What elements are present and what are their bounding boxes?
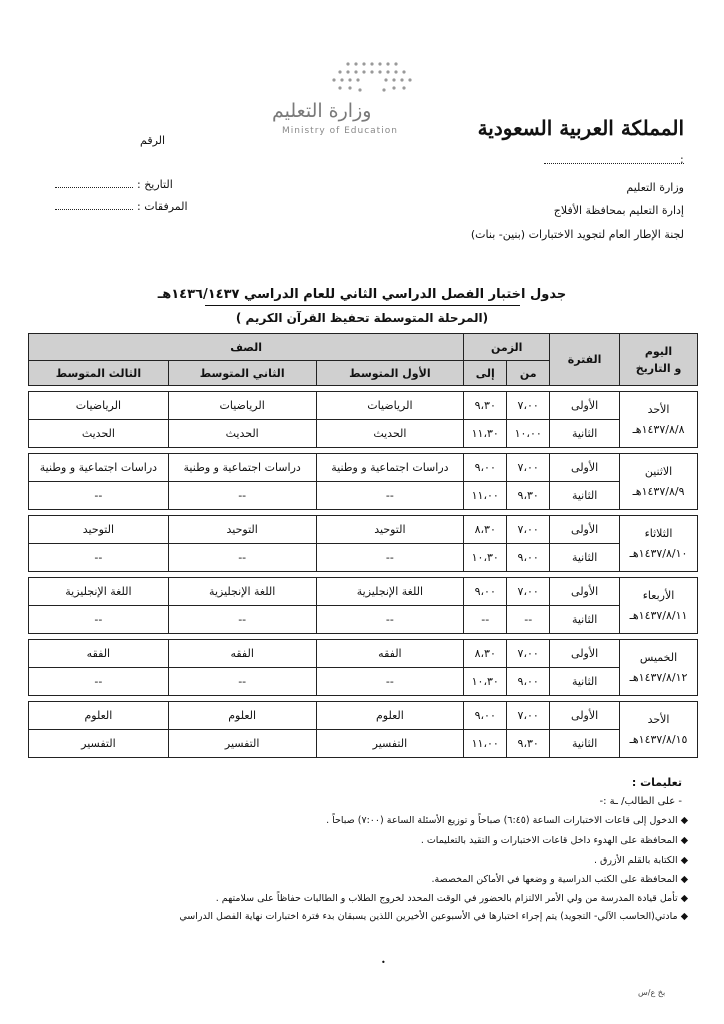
instruction-item: ◆ مادتي(الحاسب الآلي- التجويد) يتم إجراء اختبارها في الأسبوعين الأخيرين اللذين يسبقان بدء فترة اختبارات نهاية الفصل الدراسي [179,911,688,922]
table-row [29,640,698,668]
grade-3-subject: الرياضيات [29,392,169,420]
time-to-cell: ١١،٠٠ [464,482,507,510]
period-cell: الثانية [550,482,620,510]
header-grade-2: الثاني المتوسط [168,361,316,386]
colon-mark: : [680,153,684,166]
time-from-cell: ٩،٠٠ [507,668,550,696]
grade-2-subject: -- [168,606,316,634]
grade-1-subject: الفقه [316,640,464,668]
day-name: الاثنين [644,464,673,478]
grade-2-subject: العلوم [168,702,316,730]
grade-1-subject: التوحيد [316,516,464,544]
grade-1-subject: دراسات اجتماعية و وطنية [316,454,464,482]
day-date-cell [620,392,698,448]
grade-1-subject: اللغة الإنجليزية [316,578,464,606]
period-cell: الثانية [550,420,620,448]
period-cell: الأولى [550,392,620,420]
day-name: الثلاثاء [644,526,673,540]
period-cell: الثانية [550,730,620,758]
title-underline [205,305,520,306]
grade-3-subject: الفقه [29,640,169,668]
day-date-cell [620,454,698,510]
attachments-label: المرفقات : [137,200,188,213]
day-name: الأحد [647,712,670,726]
grade-3-subject: الحديث [29,420,169,448]
grade-2-subject: الحديث [168,420,316,448]
day-date: ١٤٣٧/٨/١١هـ [629,608,688,622]
time-to-cell: ١١،٣٠ [464,420,507,448]
grade-2-subject: -- [168,668,316,696]
table-row [29,392,698,420]
grade-2-subject: التفسير [168,730,316,758]
instruction-item: ◆ تأمل قيادة المدرسة من ولي الأمر الالتزام بالحضور في الوقت المحدد لخروج الطلاب و الطالبات حفاظاً على سلامتهم . [215,893,688,904]
attachments-field [55,200,188,213]
time-to-cell: ٩،٣٠ [464,392,507,420]
day-date: ١٤٣٧/٨/٨هـ [632,422,685,436]
date-field [55,178,173,191]
ministry-name-arabic: وزارة التعليم [272,100,372,122]
time-from-cell: ٩،٣٠ [507,730,550,758]
dotted-line [55,201,133,210]
department-line: إدارة التعليم بمحافظة الأفلاج [553,204,684,217]
dotted-line [55,179,133,188]
number-label: الرقم [140,134,166,147]
grade-1-subject: التفسير [316,730,464,758]
date-label: التاريخ : [137,178,173,191]
time-to-cell: ١١،٠٠ [464,730,507,758]
table-row [29,420,698,448]
header-time: الزمن [464,334,550,361]
table-row [29,578,698,606]
period-cell: الأولى [550,578,620,606]
time-from-cell: ٧،٠٠ [507,516,550,544]
time-from-cell: ٧،٠٠ [507,578,550,606]
dotted-line [544,163,684,164]
time-to-cell: ٩،٠٠ [464,578,507,606]
instructions-subtitle: - على الطالب/ ـة :- [599,796,682,807]
day-date-cell [620,702,698,758]
grade-2-subject: -- [168,482,316,510]
table-row [29,482,698,510]
grade-3-subject: التفسير [29,730,169,758]
bullet-icon: ◆ [680,855,688,866]
time-to-cell: ١٠،٣٠ [464,668,507,696]
day-name: الأربعاء [642,588,675,602]
header-from: من [507,361,550,386]
grade-3-subject: -- [29,606,169,634]
time-to-cell: ٨،٣٠ [464,640,507,668]
table-row [29,544,698,572]
period-cell: الثانية [550,668,620,696]
grade-3-subject: دراسات اجتماعية و وطنية [29,454,169,482]
period-cell: الثانية [550,606,620,634]
instruction-item: ◆ المحافظة على الكتب الدراسية و وضعها في الأماكن المخصصة. [431,874,688,885]
grade-2-subject: الفقه [168,640,316,668]
committee-line: لجنة الإطار العام لتجويد الاختبارات (بنين- بنات) [470,228,684,241]
period-cell: الأولى [550,516,620,544]
grade-2-subject: -- [168,544,316,572]
table-row [29,454,698,482]
time-to-cell: ٩،٠٠ [464,702,507,730]
time-from-cell: ٧،٠٠ [507,640,550,668]
time-to-cell: ٨،٣٠ [464,516,507,544]
grade-3-subject: -- [29,544,169,572]
time-to-cell: ٩،٠٠ [464,454,507,482]
kingdom-title: المملكة العربية السعودية [477,116,684,140]
ministry-name-english: Ministry of Education [282,126,398,136]
time-to-cell: -- [464,606,507,634]
day-name: الخميس [639,650,678,664]
grade-3-subject: -- [29,482,169,510]
time-from-cell: ٧،٠٠ [507,454,550,482]
grade-1-subject: العلوم [316,702,464,730]
header-to: إلى [464,361,507,386]
page-subtitle: (المرحلة المتوسطة تحفيظ القرآن الكريم ) [235,311,489,325]
page-title: جدول اختبار الفصل الدراسي الثاني للعام الدراسي ١٤٣٦/١٤٣٧هـ [157,287,567,302]
day-date-cell [620,640,698,696]
grade-2-subject: الرياضيات [168,392,316,420]
day-date: ١٤٣٧/٨/٩هـ [632,484,685,498]
grade-1-subject: -- [316,668,464,696]
grade-3-subject: التوحيد [29,516,169,544]
day-date: ١٤٣٧/٨/١٢هـ [629,670,688,684]
table-row [29,606,698,634]
grade-2-subject: التوحيد [168,516,316,544]
grade-3-subject: -- [29,668,169,696]
table-row [29,730,698,758]
bullet-icon: ◆ [680,815,688,826]
time-from-cell: ١٠،٠٠ [507,420,550,448]
header-grade-3: الثالث المتوسط [29,361,169,386]
period-cell: الأولى [550,640,620,668]
table-row [29,668,698,696]
bullet-icon: ◆ [680,874,688,885]
period-cell: الأولى [550,454,620,482]
time-from-cell: ٧،٠٠ [507,392,550,420]
header-day-date: اليوم و التاريخ [620,334,698,386]
time-from-cell: ٧،٠٠ [507,702,550,730]
grade-2-subject: دراسات اجتماعية و وطنية [168,454,316,482]
day-name: الأحد [647,402,670,416]
dot-mark: • [381,958,386,967]
time-from-cell: ٩،٣٠ [507,482,550,510]
grade-3-subject: اللغة الإنجليزية [29,578,169,606]
grade-3-subject: العلوم [29,702,169,730]
time-from-cell: ٩،٠٠ [507,544,550,572]
grade-1-subject: -- [316,544,464,572]
header-period: الفترة [550,334,620,386]
grade-1-subject: -- [316,606,464,634]
grade-2-subject: اللغة الإنجليزية [168,578,316,606]
instruction-item: ◆ الدخول إلى قاعات الاختبارات الساعة (٦:٤٥) صباحاً و توزيع الأسئلة الساعة (٧:٠٠) صباحاً . [326,815,688,826]
ministry-line: وزارة التعليم [626,181,684,194]
bullet-icon: ◆ [680,893,688,904]
grade-1-subject: -- [316,482,464,510]
grade-1-subject: الحديث [316,420,464,448]
table-row [29,516,698,544]
bullet-icon: ◆ [680,835,688,846]
day-date-cell [620,578,698,634]
day-date: ١٤٣٧/٨/١٥هـ [629,732,688,746]
day-date: ١٤٣٧/٨/١٠هـ [629,546,688,560]
grade-1-subject: الرياضيات [316,392,464,420]
instruction-item: ◆ الكتابة بالقلم الأزرق . [593,855,688,866]
instruction-item: ◆ المحافظة على الهدوء داخل قاعات الاختبارات و التقيد بالتعليمات . [420,835,688,846]
ministry-logo-dots [330,60,414,98]
period-cell: الأولى [550,702,620,730]
bullet-icon: ◆ [680,911,688,922]
header-grade-1: الأول المتوسط [316,361,464,386]
instructions-title: تعليمات : [631,776,682,789]
period-cell: الثانية [550,544,620,572]
time-from-cell: -- [507,606,550,634]
exam-schedule-table [28,333,698,758]
day-date-cell [620,516,698,572]
header-grade: الصف [29,334,464,361]
time-to-cell: ١٠،٣٠ [464,544,507,572]
table-row [29,702,698,730]
footer-code: بخ ع/س [638,988,666,997]
